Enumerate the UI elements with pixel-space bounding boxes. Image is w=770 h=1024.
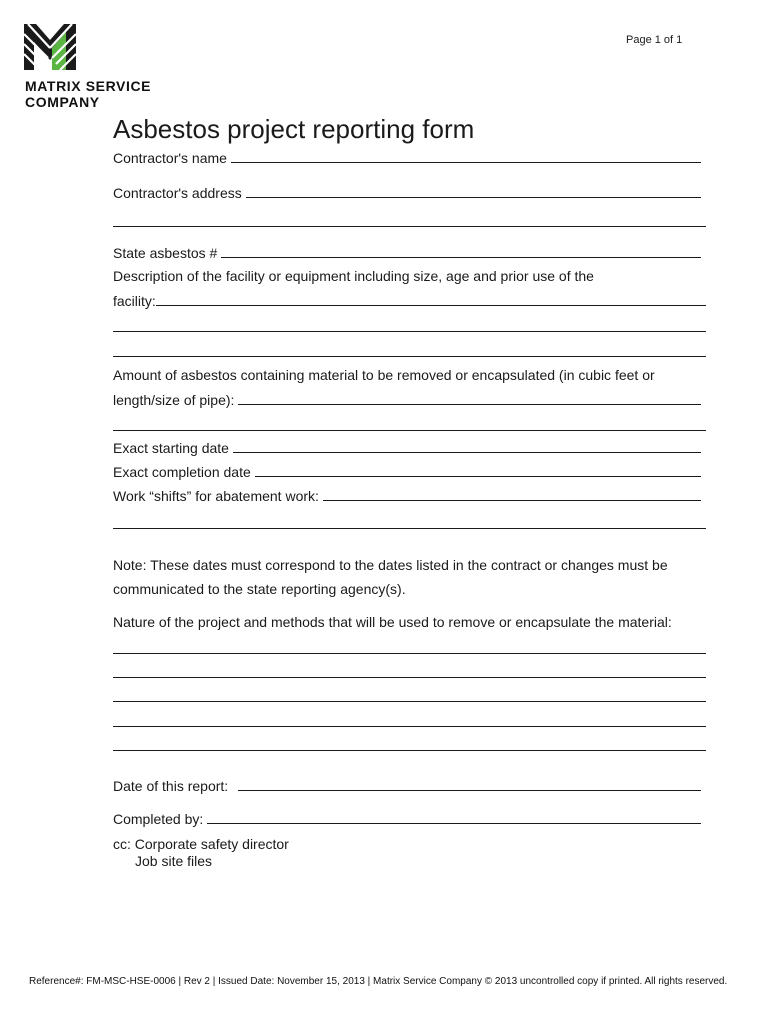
shifts-row <box>113 488 701 504</box>
starting-date-label: Exact starting date <box>113 440 229 456</box>
starting-date-field[interactable] <box>233 452 701 453</box>
description-line-3[interactable] <box>113 356 706 357</box>
report-date-row <box>113 778 701 794</box>
nature-prompt: Nature of the project and methods that will be used to remove or encapsulate the material: <box>113 614 672 630</box>
cc-line-2: Job site files <box>135 853 213 869</box>
company-name <box>25 78 151 110</box>
nature-line-2[interactable] <box>113 677 706 678</box>
contractor-name-label: Contractor's name <box>113 150 227 166</box>
completion-date-label: Exact completion date <box>113 464 251 480</box>
state-asbestos-field[interactable] <box>221 257 701 258</box>
completed-by-label: Completed by: <box>113 811 204 827</box>
state-asbestos-label: State asbestos # <box>113 245 218 261</box>
completion-date-row <box>113 464 701 480</box>
form-title: Asbestos project reporting form <box>113 114 475 144</box>
footer-reference: Reference#: FM-MSC-HSE-0006 | Rev 2 | Issued Date: November 15, 2013 | Matrix Service Company © 2013 uncontrolled copy if printed. All rights reserved. <box>29 976 728 987</box>
amount-prompt: Amount of asbestos containing material to be removed or encapsulated (in cubic feet or <box>113 367 655 383</box>
company-logo-icon <box>22 22 78 72</box>
state-asbestos-row <box>113 245 701 261</box>
contractor-address-field[interactable] <box>246 197 701 198</box>
amount-line-2[interactable] <box>113 430 706 431</box>
nature-line-4[interactable] <box>113 726 706 727</box>
description-facility-label: facility: <box>113 293 156 309</box>
note-text-line2: communicated to the state reporting agency(s). <box>113 581 406 597</box>
description-line-2[interactable] <box>113 331 706 332</box>
completion-date-field[interactable] <box>255 476 701 477</box>
cc-line-1: cc: Corporate safety director <box>113 836 289 852</box>
shifts-label: Work “shifts” for abatement work: <box>113 488 319 504</box>
report-date-field[interactable] <box>238 790 701 791</box>
report-date-label: Date of this report: <box>113 778 229 794</box>
amount-label: length/size of pipe): <box>113 392 235 408</box>
company-name-line1: MATRIX SERVICE <box>25 78 152 94</box>
shifts-line-2[interactable] <box>113 528 706 529</box>
nature-line-1[interactable] <box>113 653 706 654</box>
completed-by-row <box>113 811 701 827</box>
nature-line-3[interactable] <box>113 701 706 702</box>
contractor-address-label: Contractor's address <box>113 185 242 201</box>
contractor-name-row <box>113 150 701 166</box>
amount-field[interactable] <box>238 404 701 405</box>
shifts-field[interactable] <box>323 500 701 501</box>
completed-by-field[interactable] <box>207 823 701 824</box>
note-text-line1: Note: These dates must correspond to the dates listed in the contract or changes must be <box>113 557 668 573</box>
amount-row <box>113 392 701 408</box>
contractor-address-line-2[interactable] <box>113 226 706 227</box>
page-indicator: Page 1 of 1 <box>626 34 683 46</box>
description-prompt: Description of the facility or equipment including size, age and prior use of the <box>113 268 594 284</box>
description-row <box>113 293 706 309</box>
starting-date-row <box>113 440 701 456</box>
contractor-name-field[interactable] <box>231 162 701 163</box>
cc-block <box>113 836 289 870</box>
company-name-line2: COMPANY <box>25 94 100 110</box>
nature-line-5[interactable] <box>113 750 706 751</box>
description-field[interactable] <box>156 305 706 306</box>
contractor-address-row <box>113 185 701 201</box>
